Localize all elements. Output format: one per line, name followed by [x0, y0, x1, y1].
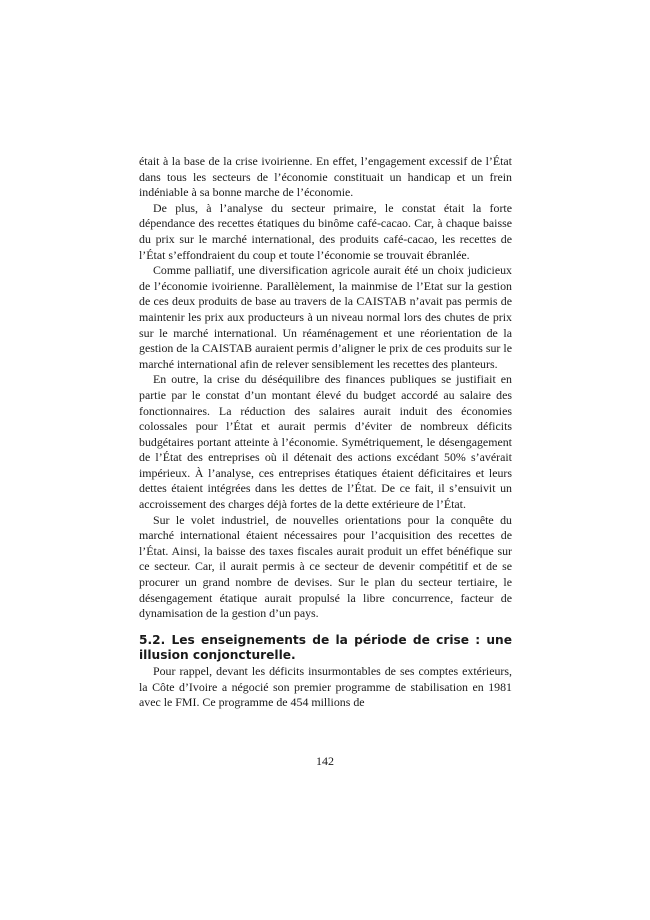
- paragraph-public-finance: En outre, la crise du déséquilibre des finances publiques se justifiait en partie par le constat d’un montant élevé du budget accordé au salaire des fonctionnaires. La réduction des salaires aurait induit des économies colossales pour l’État et aurait permis d’éviter de nombreux déficits budgétaires portant atteinte à l’économie. Symétriquement, le désengagement de l’État des entreprises où il détenait des actions excédant 50% s’avérait impérieux. À l’analyse, ces entreprises étatiques étaient déficitaires et leurs dettes étaient intégrées dans les dettes de l’État. De ce fait, il s’ensuivit un accroissement des charges déjà fortes de la dette extérieure de l’État.: [139, 372, 512, 512]
- body-text: [139, 154, 512, 711]
- paragraph-stabilisation-program: Pour rappel, devant les déficits insurmontables de ses comptes extérieurs, la Côte d’Ivoire a négocié son premier programme de stabilisation en 1981 avec le FMI. Ce programme de 454 millions de: [139, 664, 512, 710]
- paragraph-primary-sector: De plus, à l’analyse du secteur primaire, le constat était la forte dépendance des recettes étatiques du binôme café-cacao. Car, à chaque baisse du prix sur le marché international, des produits café-cacao, les recettes de l’État s’effondraient du coup et toute l’économie se trouvait ébranlée.: [139, 200, 512, 262]
- paragraph-crisis-base: était à la base de la crise ivoirienne. En effet, l’engagement excessif de l’État dans tous les secteurs de l’économie constituait un handicap et un frein indéniable à sa bonne marche de l’économie.: [139, 154, 512, 200]
- paragraph-diversification: Comme palliatif, une diversification agricole aurait été un choix judicieux de l’économie ivoirienne. Parallèlement, la mainmise de l’Etat sur la gestion de ces deux produits de base au travers de la CAISTAB n’avait pas permis de maintenir les prix aux producteurs à un niveau normal lors des chutes de prix sur le marché international. Un réaménagement et une réorientation de la gestion de la CAISTAB auraient permis d’aligner le prix de ces produits sur le marché international afin de relever sensiblement les recettes des planteurs.: [139, 263, 512, 371]
- section-heading: 5.2. Les enseignements de la période de crise : une illusion conjoncturelle.: [139, 632, 512, 663]
- page-number: 142: [316, 754, 334, 768]
- paragraph-industrial-sector: Sur le volet industriel, de nouvelles orientations pour la conquête du marché international étaient nécessaires pour l’acquisition des recettes de l’État. Ainsi, la baisse des taxes fiscales aurait produit un effet bénéfique sur ce secteur. Car, il aurait permis à ce secteur de devenir compétitif et de se procurer un grand nombre de devises. Sur le plan du secteur tertiaire, le désengagement étatique aurait propulsé la libre concurrence, facteur de dynamisation de la gestion d’un pays.: [139, 512, 512, 621]
